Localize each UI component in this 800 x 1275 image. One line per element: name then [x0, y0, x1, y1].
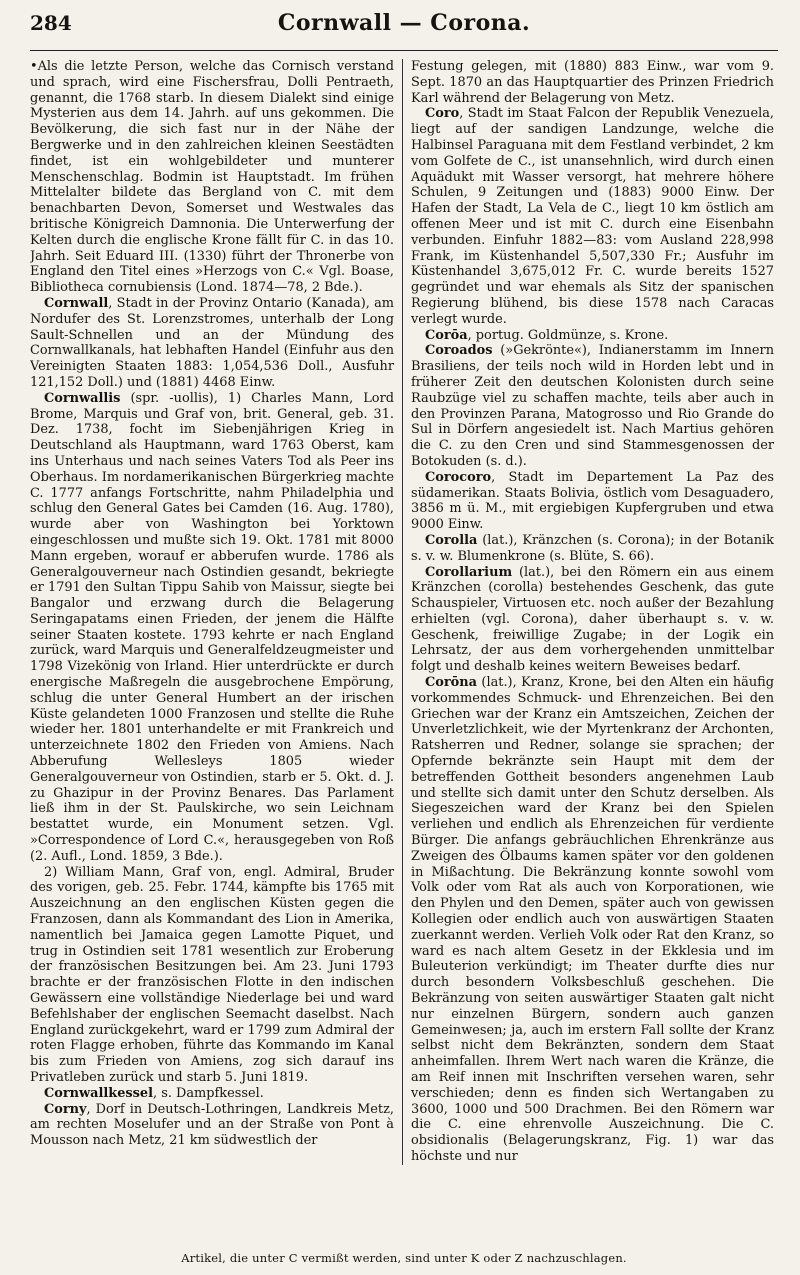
- entry-headword: Corocoro: [425, 469, 492, 485]
- dictionary-entry: [411, 59, 774, 106]
- entry-headword: Corōna: [425, 675, 477, 691]
- dictionary-entry: [411, 675, 774, 1165]
- dictionary-entry: [30, 391, 394, 865]
- entry-text: , Stadt im Staat Falcon der Republik Venezuela, liegt auf der sandigen Landzunge, welche die Halbinsel Paraguana mit dem Festland verbindet, 2 km vom Golfete de C., ist unansehnlich, wird durch einen Aquädukt mit Wasser versorgt, hat mehrere höhere Schulen, 9 Zeitungen und (1883) 9000 Einw. Der Hafen der Stadt, La Vela de C., liegt 10 km östlich am offenen Meer und ist mit C. durch eine Eisenbahn verbunden. Einfuhr 1882—83: vom Ausland 228,998 Frank, im Küstenhandel 5,507,330 Fr.; Ausfuhr im Küstenhandel 3,675,012 Fr. C. wurde bereits 1527 gegründet und war ehemals als Sitz der spanischen Regierung blühend, bis diese 1578 nach Caracas verlegt wurde.: [411, 106, 774, 327]
- entry-headword: Corōa: [425, 327, 468, 343]
- page-footer: Artikel, die unter C vermißt werden, sind unter K oder Z nachzuschlagen.: [181, 1251, 627, 1265]
- entry-text: 2) William Mann, Graf von, engl. Admiral, Bruder des vorigen, geb. 25. Febr. 1744, kämpfte bis 1765 mit Auszeichnung an den englischen Küsten gegen die Franzosen, dann als Kommandant des Lion in Amerika, namentlich bei Jamaica gegen Lamotte Piquet, und trug in Ostindien seit 1781 wesentlich zur Eroberung der französischen Besitzungen bei. Am 23. Juni 1793 brachte er der französischen Flotte in den indischen Gewässern eine vollständige Niederlage bei und ward Befehlshaber der englischen Seemacht daselbst. Nach England zurückgekehrt, ward er 1799 zum Admiral der roten Flagge erhoben, führte das Kommando im Kanal bis zum Frieden von Amiens, zog sich darauf ins Privatleben zurück und starb 5. Juni 1819.: [30, 864, 394, 1085]
- text-columns: [30, 59, 778, 1165]
- entry-headword: Cornwallkessel: [44, 1085, 154, 1101]
- dictionary-entry: [411, 328, 774, 344]
- dictionary-entry: [411, 565, 774, 676]
- entry-text: , Stadt im Departement La Paz des südamerikan. Staats Bolivia, östlich vom Desaguadero, 3856 m ü. M., mit ergiebigen Kupfergruben und etwa 9000 Einw.: [411, 469, 774, 533]
- dictionary-entry: [30, 865, 394, 1086]
- dictionary-entry: [411, 533, 774, 565]
- entry-headword: Corollarium: [425, 564, 513, 580]
- entry-headword: Corny: [44, 1101, 87, 1117]
- entry-headword: Coroados: [425, 343, 493, 359]
- entry-text: (spr. -uollis), 1) Charles Mann, Lord Brome, Marquis und Graf von, brit. General, geb. 31. Dez. 1738, focht im Siebenjährigen Krieg in Deutschland als Hauptmann, ward 1763 Oberst, kam ins Unterhaus und nach seines Vaters Tod als Peer ins Oberhaus. Im nordamerikanischen Bürgerkrieg machte C. 1777 anfangs Fortschritte, nahm Philadelphia und schlug den General Gates bei Camden (16. Aug. 1780), wurde aber von Washington bei Yorktown eingeschlossen und mußte sich 19. Okt. 1781 mit 8000 Mann ergeben, worauf er abberufen wurde. 1786 als Generalgouverneur nach Ostindien gesandt, bekriegte er 1791 den Sultan Tippu Sahib von Maissur, siegte bei Bangalor und erzwang durch die Belagerung Seringapatams einen Frieden, der jenem die Hälfte seiner Staaten kostete. 1793 kehrte er nach England zurück, ward Marquis und Generalfeldzeugmeister und 1798 Vizekönig von Irland. Hier unterdrückte er durch energische Maßregeln die ausgebrochene Empörung, schlug die unter General Humbert an der irischen Küste gelandeten 1000 Franzosen und stellte die Ruhe wieder her. 1801 unterhandelte er mit Frankreich und unterzeichnete 1802 den Frieden von Amiens. Nach Abberufung Wellesleys 1805 wieder Generalgouverneur von Ostindien, starb er 5. Okt. d. J. zu Ghazipur in der Provinz Benares. Das Parlament ließ ihm in der St. Paulskirche, wo sein Leichnam bestattet wurde, ein Monument setzen. Vgl. »Correspondence of Lord C.«, herausgegeben von Roß (2. Aufl., Lond. 1859, 3 Bde.).: [30, 390, 394, 864]
- entry-text: Festung gelegen, mit (1880) 883 Einw., war vom 9. Sept. 1870 an das Hauptquartier des Prinzen Friedrich Karl während der Belagerung von Metz.: [411, 59, 774, 106]
- page-number: 284: [30, 11, 72, 35]
- dictionary-entry: [411, 106, 774, 327]
- running-head: Cornwall — Corona.: [277, 10, 531, 36]
- entry-text: •Als die letzte Person, welche das Cornisch verstand und sprach, wird eine Fischersfrau, Dolli Pentraeth, genannt, die 1768 starb. In diesem Dialekt sind einige Mysterien aus dem 14. Jahrh. auf uns gekommen. Die Bevölkerung, die sich fast nur in der Nähe der Bergwerke und in den zahlreichen kleinen Seestädten findet, ist ein wohlgebildeter und munterer Menschenschlag. Bodmin ist Hauptstadt. Im frühen Mittelalter bildete das Bergland von C. mit dem benachbarten Devon, Somerset und Westwales das britische Königreich Damnonia. Die Unterwerfung der Kelten durch die englische Krone fällt für C. in das 10. Jahrh. Seit Eduard III. (1330) führt der Thronerbe von England den Titel eines »Herzogs von C.« Vgl. Boase, Bibliotheca cornubiensis (Lond. 1874—78, 2 Bde.).: [30, 59, 394, 296]
- dictionary-entry: [411, 343, 774, 469]
- entry-headword: Cornwallis: [44, 390, 121, 406]
- entry-text: , Dorf in Deutsch-Lothringen, Landkreis Metz, am rechten Moselufer und an der Straße von Pont à Mousson nach Metz, 21 km südwestlich der: [30, 1101, 394, 1149]
- entry-text: , portug. Goldmünze, s. Krone.: [467, 327, 669, 343]
- dictionary-entry: [411, 470, 774, 533]
- entry-text: , s. Dampfkessel.: [153, 1085, 264, 1101]
- entry-headword: Coro: [425, 106, 460, 122]
- dictionary-entry: [30, 59, 394, 296]
- entry-text: , Stadt in der Provinz Ontario (Kanada), am Nordufer des St. Lorenzstromes, unterhalb der Long Sault-Schnellen und an der Mündung des Cornwallkanals, hat lebhaften Handel (Einfuhr aus den Vereinigten Staaten 1883: 1,054,536 Doll., Ausfuhr 121,152 Doll.) und (1881) 4468 Einw.: [30, 295, 394, 390]
- right-column: [402, 59, 774, 1165]
- entry-headword: Cornwall: [44, 295, 109, 311]
- entry-text: (lat.), Kranz, Krone, bei den Alten ein häufig vorkommendes Schmuck- und Ehrenzeichen. Bei den Griechen war der Kranz ein Amtszeichen, Zeichen der Unverletzlichkeit, wie der Myrtenkranz der Archonten, Ratsherren und Redner, solange sie sprachen; der Opfernde bekränzte sein Haupt mit dem der betreffenden Gottheit besonders angenehmen Laub und stellte sich damit unter den Schutz derselben. Als Siegeszeichen ward der Kranz bei den Spielen verliehen und endlich als Ehrenzeichen für verdiente Bürger. Die anfangs gebräuchlichen Ehrenkränze aus Zweigen des Ölbaums kamen später vor den goldenen in Mißachtung. Die Bekränzung konnte sowohl vom Volk oder vom Rat als auch von Korporationen, wie den Phylen und den Demen, später auch von gewissen Kollegien oder endlich auch von auswärtigen Staaten zuerkannt werden. Verlieh Volk oder Rat den Kranz, so ward es nach altem Gesetz in der Ekklesia und im Buleuterion verkündigt; im Theater durfte dies nur durch besondern Volksbeschluß geschehen. Die Bekränzung von seiten auswärtiger Staaten galt nicht nur einzelnen Bürgern, sondern auch ganzen Gemeinwesen; ja, auch im erstern Fall sollte der Kranz selbst nicht dem Bekränzten, sondern dem Staat anheimfallen. Ihrem Wert nach waren die Kränze, die am Reif innen mit Inschriften versehen waren, sehr verschieden; denn es finden sich Wertangaben zu 3600, 1000 und 500 Drachmen. Bei den Römern war die C. eine ehrenvolle Auszeichnung. Die C. obsidionalis (Belagerungskranz, Fig. 1) war das höchste und nur: [411, 675, 774, 1164]
- dictionary-entry: [30, 1102, 394, 1149]
- dictionary-entry: [30, 296, 394, 391]
- left-column: [30, 59, 402, 1165]
- entry-text: (lat.), Kränzchen (s. Corona); in der Botanik s. v. w. Blumenkrone (s. Blüte, S. 66).: [411, 532, 774, 564]
- entry-text: (»Gekrönte«), Indianerstamm im Innern Brasiliens, der teils noch wild in Horden lebt und in früherer Zeit den deutschen Kolonisten durch seine Raubzüge viel zu schaffen machte, teils aber auch in den Provinzen Parana, Matogrosso und Rio Grande do Sul in Dörfern angesiedelt ist. Nach Martius gehören die C. zu den Cren und sind Stammesgenossen der Botokuden (s. d.).: [411, 343, 774, 469]
- entry-headword: Corolla: [425, 532, 478, 548]
- dictionary-entry: [30, 1086, 394, 1102]
- page-header: [30, 10, 778, 51]
- entry-text: (lat.), bei den Römern ein aus einem Kränzchen (corolla) bestehendes Geschenk, das gute Schauspieler, Virtuosen etc. noch außer der Bezahlung erhielten (vgl. Corona), daher überhaupt s. v. w. Geschenk, freiwillige Zugabe; in der Logik ein Lehrsatz, der aus dem vorhergehenden unmittelbar folgt und deshalb keines weitern Beweises bedarf.: [411, 564, 774, 675]
